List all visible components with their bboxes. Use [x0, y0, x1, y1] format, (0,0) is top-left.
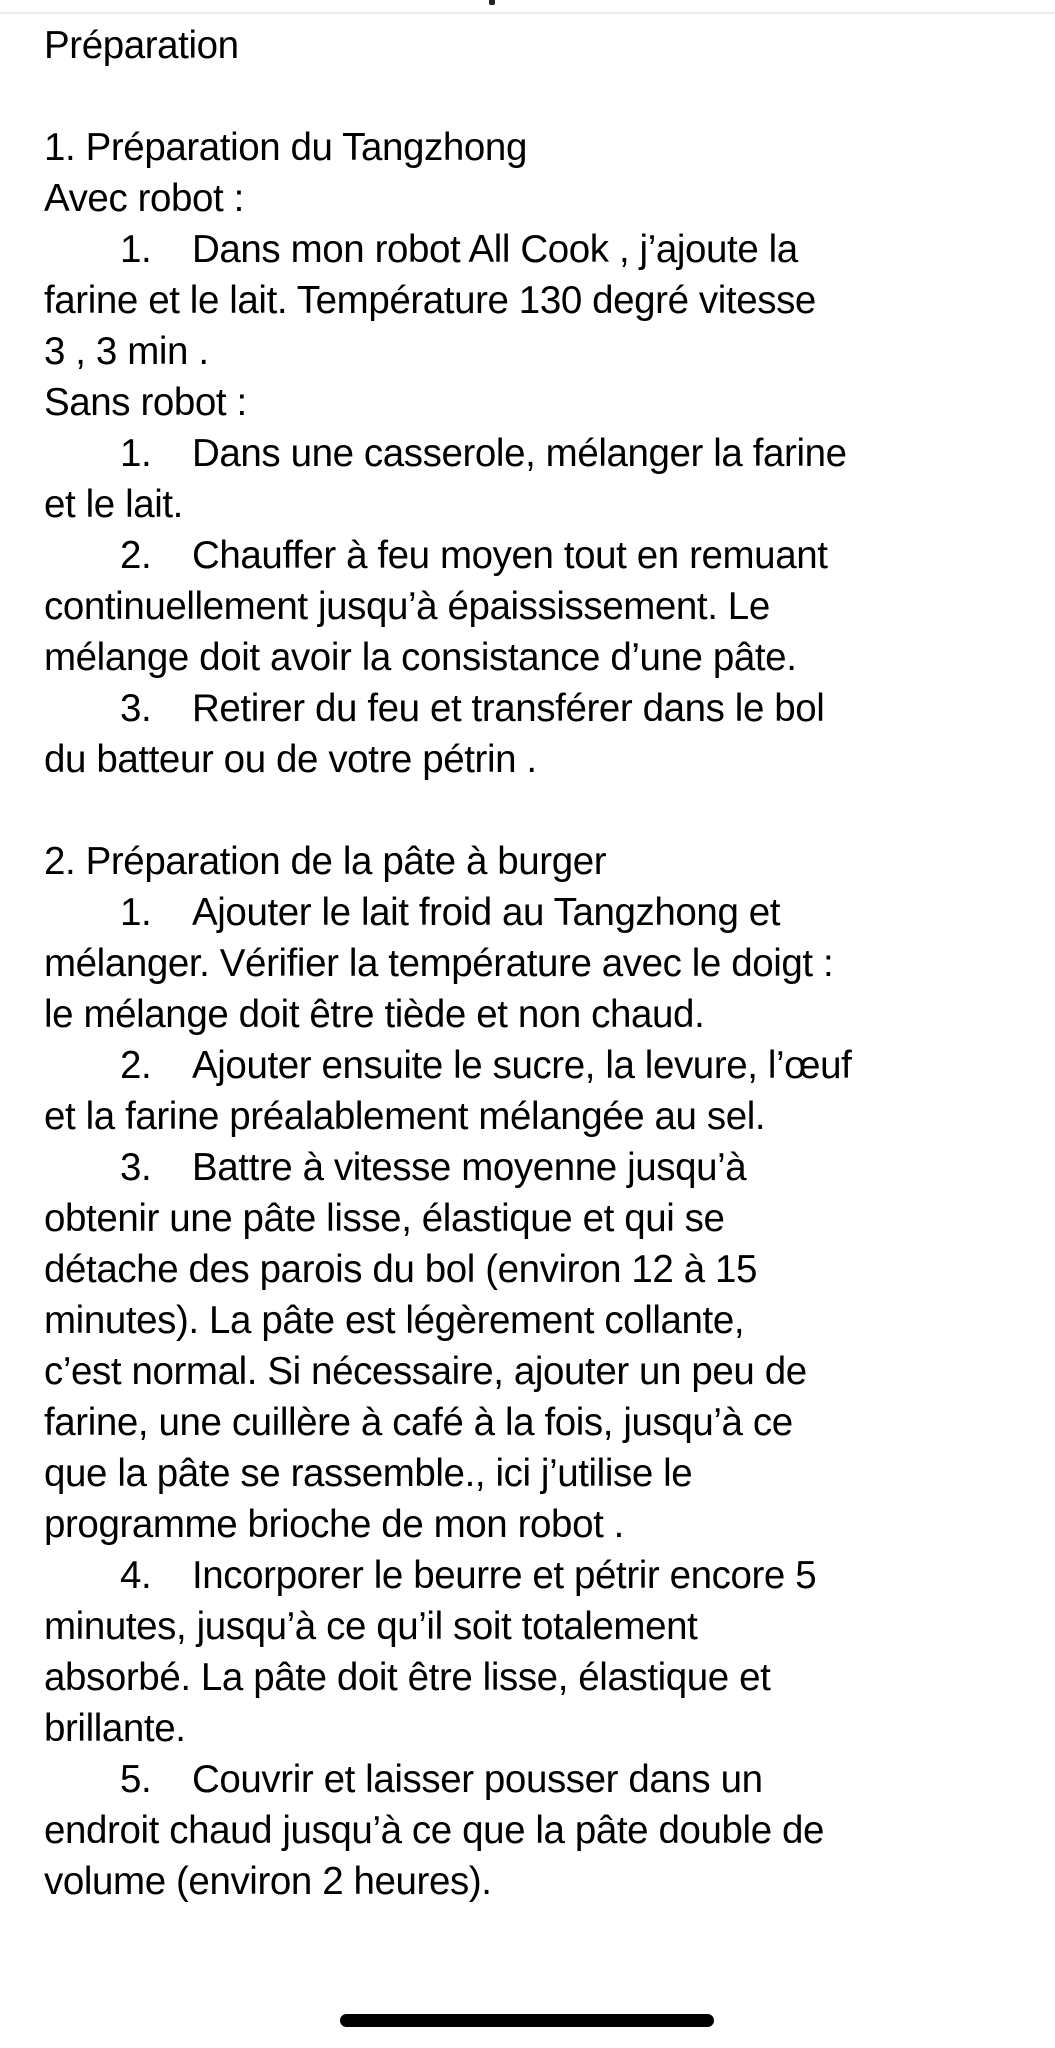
step-text-cont: obtenir une pâte lisse, élastique et qui se: [44, 1197, 725, 1240]
step-text: Battre à vitesse moyenne jusqu’à: [192, 1146, 747, 1189]
step-number: 1.: [120, 432, 152, 475]
recipe-document: [44, 20, 1034, 1907]
step: [44, 1142, 1034, 1550]
step: [44, 428, 1034, 530]
step-number: 5.: [120, 1758, 152, 1801]
step-text-cont: continuellement jusqu’à épaississement. Le: [44, 585, 770, 628]
step-text-cont: farine, une cuillère à café à la fois, jusqu’à ce: [44, 1401, 793, 1444]
step-text-cont: que la pâte se rassemble., ici j’utilise le: [44, 1452, 693, 1495]
spacer: [44, 71, 1034, 122]
step-text-cont: farine et le lait. Température 130 degré vitesse: [44, 279, 816, 322]
step-text-cont: programme brioche de mon robot .: [44, 1503, 624, 1546]
step-text-cont: c’est normal. Si nécessaire, ajouter un peu de: [44, 1350, 807, 1393]
step-text: Dans une casserole, mélanger la farine: [192, 432, 847, 475]
home-indicator[interactable]: [340, 2014, 714, 2027]
step: [44, 530, 1034, 683]
step-text-cont: mélanger. Vérifier la température avec le doigt :: [44, 942, 834, 985]
step-text: Chauffer à feu moyen tout en remuant: [192, 534, 828, 577]
step: [44, 1040, 1034, 1142]
section-heading: 1. Préparation du Tangzhong: [44, 126, 527, 169]
step-number: 2.: [120, 534, 152, 577]
step-text-cont: absorbé. La pâte doit être lisse, élastique et: [44, 1656, 771, 1699]
step-text-cont: minutes). La pâte est légèrement collante,: [44, 1299, 745, 1342]
section-heading: 2. Préparation de la pâte à burger: [44, 840, 607, 883]
step: [44, 1550, 1034, 1754]
step-number: 3.: [120, 1146, 152, 1189]
group-label-with-robot: Avec robot :: [44, 177, 244, 220]
step-text-cont: 3 , 3 min .: [44, 330, 209, 373]
spacer: [44, 785, 1034, 836]
step-text: Ajouter ensuite le sucre, la levure, l’œuf: [192, 1044, 852, 1087]
group-label-without-robot: Sans robot :: [44, 381, 247, 424]
step-text-cont: minutes, jusqu’à ce qu’il soit totalement: [44, 1605, 698, 1648]
document-title: Préparation: [44, 24, 239, 67]
step: [44, 224, 1034, 377]
section-burger-dough: [44, 836, 1034, 1907]
step-text-cont: du batteur ou de votre pétrin .: [44, 738, 537, 781]
step-text-cont: brillante.: [44, 1707, 186, 1750]
step: [44, 683, 1034, 785]
step: [44, 1754, 1034, 1907]
step-text-cont: volume (environ 2 heures).: [44, 1860, 492, 1903]
step-text-cont: et le lait.: [44, 483, 183, 526]
step-text: Incorporer le beurre et pétrir encore 5: [192, 1554, 817, 1597]
top-bar-fragment: [489, 0, 495, 5]
step-text: Dans mon robot All Cook , j’ajoute la: [192, 228, 798, 271]
step-text-cont: détache des parois du bol (environ 12 à 15: [44, 1248, 758, 1291]
step-text: Ajouter le lait froid au Tangzhong et: [192, 891, 781, 934]
step-number: 2.: [120, 1044, 152, 1087]
step-text-cont: mélange doit avoir la consistance d’une pâte.: [44, 636, 797, 679]
step-number: 1.: [120, 891, 152, 934]
step-text: Couvrir et laisser pousser dans un: [192, 1758, 763, 1801]
step-text-cont: endroit chaud jusqu’à ce que la pâte double de: [44, 1809, 825, 1852]
step-text-cont: et la farine préalablement mélangée au sel.: [44, 1095, 766, 1138]
step-text: Retirer du feu et transférer dans le bol: [192, 687, 825, 730]
step: [44, 887, 1034, 1040]
section-tangzhong: [44, 122, 1034, 785]
step-number: 4.: [120, 1554, 152, 1597]
top-bar-edge: [0, 0, 1055, 14]
step-number: 3.: [120, 687, 152, 730]
step-number: 1.: [120, 228, 152, 271]
step-text-cont: le mélange doit être tiède et non chaud.: [44, 993, 705, 1036]
